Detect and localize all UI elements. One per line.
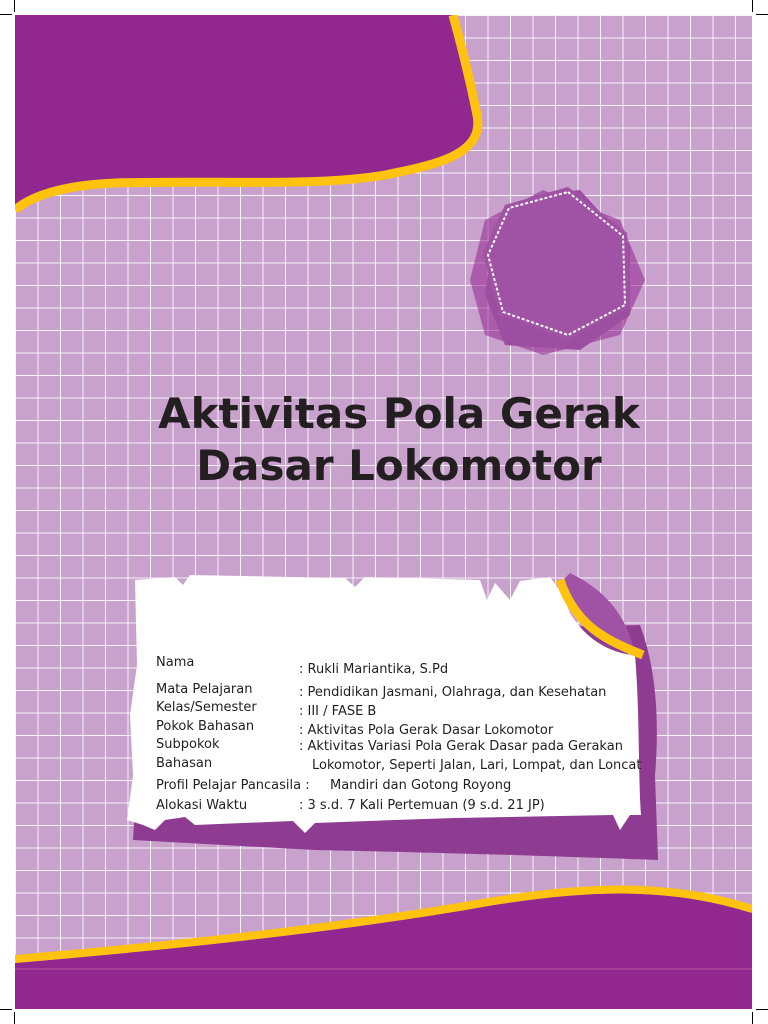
crop-mark [14,0,15,12]
info-value-alokasi-waktu: : 3 s.d. 7 Kali Pertemuan (9 s.d. 21 JP) [299,798,545,813]
info-value-nama: : Rukli Mariantika, S.Pd [299,662,449,677]
crop-mark [0,14,12,15]
info-value-pokok-bahasan: : Aktivitas Pola Gerak Dasar Lokomotor [299,723,554,738]
info-label-mata-pelajaran: Mata Pelajaran [156,682,253,697]
info-value-mata-pelajaran: : Pendidikan Jasmani, Olahraga, dan Kesehatan [299,685,607,700]
crop-mark [0,1009,12,1010]
info-label-kelas-semester: Kelas/Semester [156,700,257,715]
crop-mark [756,14,768,15]
info-label-alokasi-waktu: Alokasi Waktu [156,798,248,813]
title-line-1: Aktivitas Pola Gerak [158,389,640,438]
hexagon-badge [470,187,645,355]
info-value-profil-pancasila: Mandiri dan Gotong Royong [330,778,512,793]
title-line-2: Dasar Lokomotor [196,441,602,490]
info-label-profil-pancasila: Profil Pelajar Pancasila : [156,778,310,793]
info-label-pokok-bahasan: Pokok Bahasan [156,719,255,734]
document-title [99,388,699,492]
crop-mark [752,0,753,12]
info-value-kelas-semester: : III / FASE B [299,704,377,719]
info-label-bahasan: Bahasan [156,756,213,771]
info-value-bahasan: Lokomotor, Seperti Jalan, Lari, Lompat, dan Loncat [312,758,642,773]
cover-artwork [15,15,752,1009]
info-label-subpokok: Subpokok [156,737,220,752]
crop-mark [756,1009,768,1010]
crop-mark [14,1012,15,1024]
cover-page [15,15,752,1009]
crop-mark [752,1012,753,1024]
info-value-subpokok: : Aktivitas Variasi Pola Gerak Dasar pada Gerakan [299,739,623,754]
info-label-nama: Nama [156,655,195,670]
